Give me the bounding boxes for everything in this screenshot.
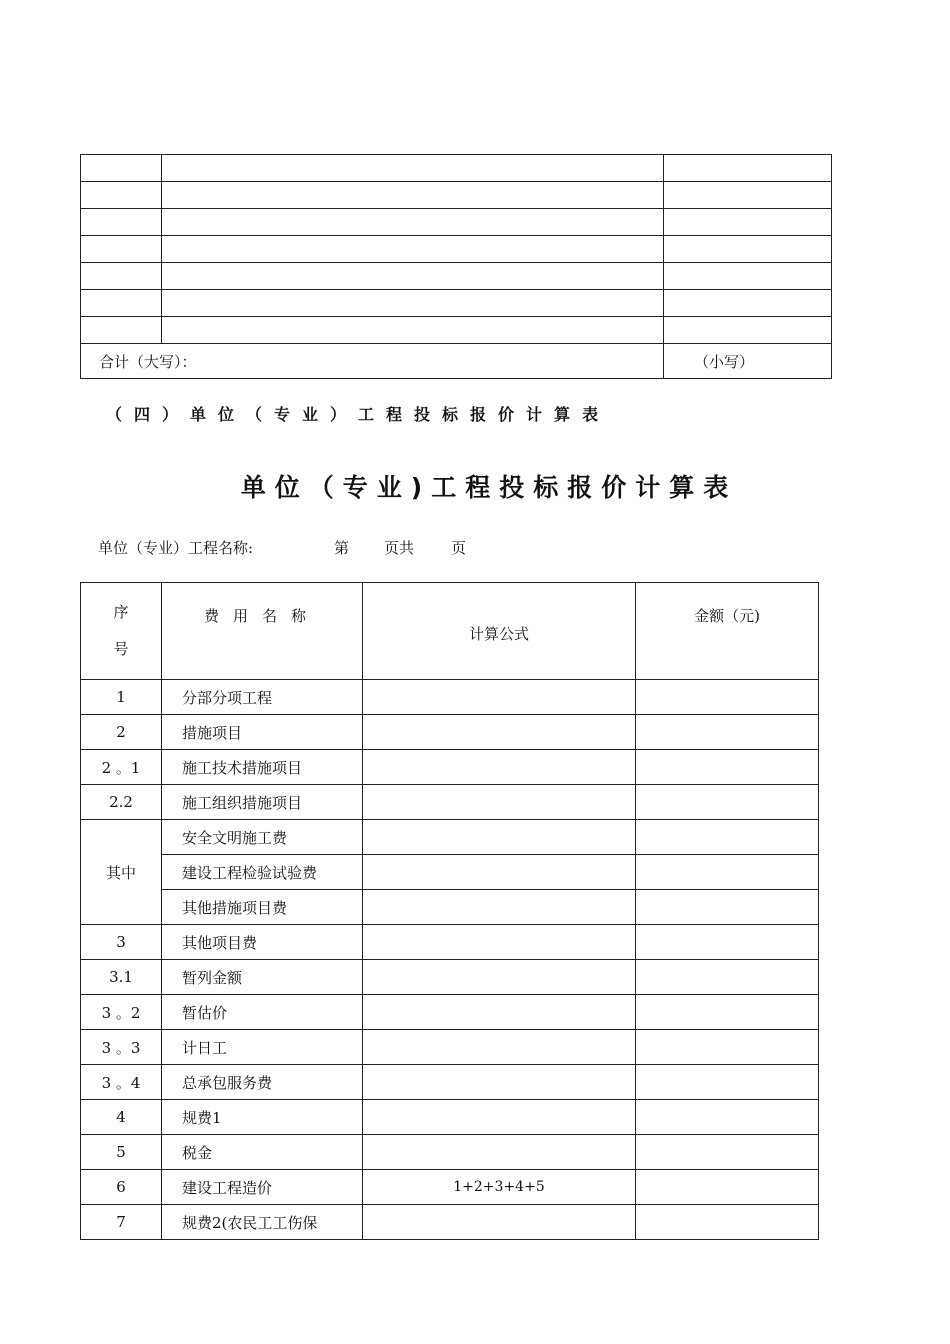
calc-table-row: [81, 995, 819, 1030]
row-fee-name: 总承包服务费: [162, 1065, 363, 1100]
row-formula: [363, 1030, 636, 1065]
row-seq: 1: [81, 680, 162, 715]
summary-empty-row: [81, 236, 832, 263]
total-lower-label: （小写）: [664, 344, 832, 379]
row-seq: 2.2: [81, 785, 162, 820]
summary-empty-cell: [81, 209, 162, 236]
group-item-name: 安全文明施工费: [162, 820, 363, 855]
summary-empty-cell: [664, 182, 832, 209]
section-heading: （四）单位（专业）工程投标报价计算表: [106, 405, 611, 424]
summary-empty-cell: [162, 263, 664, 290]
row-amount: [636, 1030, 819, 1065]
row-formula: [363, 1205, 636, 1240]
row-fee-name: 计日工: [162, 1030, 363, 1065]
summary-empty-cell: [162, 290, 664, 317]
group-label: 其中: [81, 820, 162, 925]
row-seq: 3: [81, 925, 162, 960]
summary-empty-cell: [81, 263, 162, 290]
group-item-formula: [363, 855, 636, 890]
page-ye-label: 页: [451, 539, 467, 557]
group-item-amount: [636, 855, 819, 890]
calc-table-row: [81, 960, 819, 995]
header-amount: 金额（元): [636, 583, 819, 680]
summary-empty-cell: [664, 155, 832, 182]
row-amount: [636, 1100, 819, 1135]
row-fee-name: 建设工程造价: [162, 1170, 363, 1205]
group-item-name: 其他措施项目费: [162, 890, 363, 925]
header-seq-line2: 号: [113, 640, 129, 658]
row-amount: [636, 995, 819, 1030]
calc-table-row: [81, 925, 819, 960]
row-seq: 2 。1: [81, 750, 162, 785]
row-amount: [636, 1170, 819, 1205]
summary-empty-cell: [81, 236, 162, 263]
calc-table-row: [81, 785, 819, 820]
row-formula: [363, 680, 636, 715]
calc-table-row: [81, 1205, 819, 1240]
calc-table-group-row: [81, 820, 819, 855]
row-seq: 2: [81, 715, 162, 750]
row-amount: [636, 1205, 819, 1240]
summary-empty-row: [81, 209, 832, 236]
calc-table-row: [81, 1100, 819, 1135]
row-seq: 3 。4: [81, 1065, 162, 1100]
summary-empty-cell: [664, 236, 832, 263]
summary-empty-cell: [162, 155, 664, 182]
header-fee-name: 费用名称: [162, 583, 363, 680]
summary-empty-cell: [81, 317, 162, 344]
row-formula: [363, 1135, 636, 1170]
project-name-label: 单位（专业）工程名称:: [98, 539, 254, 557]
summary-empty-row: [81, 155, 832, 182]
row-amount: [636, 1065, 819, 1100]
row-fee-name: 施工技术措施项目: [162, 750, 363, 785]
calc-table-group-row: [81, 855, 819, 890]
row-seq: 3 。2: [81, 995, 162, 1030]
row-amount: [636, 1135, 819, 1170]
summary-empty-cell: [162, 209, 664, 236]
row-seq: 7: [81, 1205, 162, 1240]
row-fee-name: 措施项目: [162, 715, 363, 750]
row-fee-name: 暂列金额: [162, 960, 363, 995]
summary-empty-cell: [162, 317, 664, 344]
group-item-formula: [363, 820, 636, 855]
summary-empty-cell: [664, 317, 832, 344]
calc-table-row: [81, 1170, 819, 1205]
row-fee-name: 暂估价: [162, 995, 363, 1030]
calc-table-row: [81, 750, 819, 785]
calc-table-row: [81, 680, 819, 715]
row-seq: 3 。3: [81, 1030, 162, 1065]
summary-empty-cell: [81, 182, 162, 209]
group-item-formula: [363, 890, 636, 925]
row-seq: 5: [81, 1135, 162, 1170]
row-formula: 1+2+3+4+5: [363, 1170, 636, 1205]
summary-empty-cell: [664, 290, 832, 317]
calc-table-row: [81, 1135, 819, 1170]
row-seq: 4: [81, 1100, 162, 1135]
row-formula: [363, 750, 636, 785]
calc-table-row: [81, 1065, 819, 1100]
header-seq-line1: 序: [113, 603, 129, 621]
summary-empty-cell: [81, 155, 162, 182]
summary-empty-cell: [664, 263, 832, 290]
page-yegong-label: 页共: [384, 539, 415, 557]
row-formula: [363, 925, 636, 960]
summary-total-row: [81, 344, 832, 379]
summary-empty-row: [81, 182, 832, 209]
summary-table-body: [81, 155, 832, 379]
summary-empty-cell: [162, 182, 664, 209]
row-fee-name: 其他项目费: [162, 925, 363, 960]
summary-empty-cell: [664, 209, 832, 236]
row-fee-name: 税金: [162, 1135, 363, 1170]
row-amount: [636, 925, 819, 960]
calc-table-row: [81, 1030, 819, 1065]
summary-empty-cell: [162, 236, 664, 263]
calc-table-body: [81, 583, 819, 1240]
group-item-amount: [636, 820, 819, 855]
total-upper-label: 合计（大写）：: [81, 344, 664, 379]
row-amount: [636, 785, 819, 820]
row-fee-name: 施工组织措施项目: [162, 785, 363, 820]
row-amount: [636, 960, 819, 995]
calc-table-row: [81, 715, 819, 750]
header-seq: [81, 583, 162, 680]
group-item-amount: [636, 890, 819, 925]
header-formula: 计算公式: [363, 583, 636, 680]
row-seq: 3.1: [81, 960, 162, 995]
row-amount: [636, 715, 819, 750]
summary-empty-cell: [81, 290, 162, 317]
row-formula: [363, 995, 636, 1030]
summary-empty-row: [81, 290, 832, 317]
row-formula: [363, 960, 636, 995]
calc-table: [80, 582, 819, 1240]
calc-table-header-row: [81, 583, 819, 680]
main-title: 单位（专业)工程投标报价计算表: [240, 473, 738, 502]
page-di-label: 第: [334, 539, 350, 557]
row-formula: [363, 785, 636, 820]
row-fee-name: 规费2(农民工工伤保: [162, 1205, 363, 1240]
row-amount: [636, 750, 819, 785]
row-fee-name: 规费1: [162, 1100, 363, 1135]
row-amount: [636, 680, 819, 715]
row-fee-name: 分部分项工程: [162, 680, 363, 715]
row-formula: [363, 1100, 636, 1135]
summary-empty-row: [81, 263, 832, 290]
row-formula: [363, 1065, 636, 1100]
summary-table: [80, 154, 832, 379]
summary-empty-row: [81, 317, 832, 344]
calc-table-group-row: [81, 890, 819, 925]
group-item-name: 建设工程检验试验费: [162, 855, 363, 890]
row-seq: 6: [81, 1170, 162, 1205]
row-formula: [363, 715, 636, 750]
